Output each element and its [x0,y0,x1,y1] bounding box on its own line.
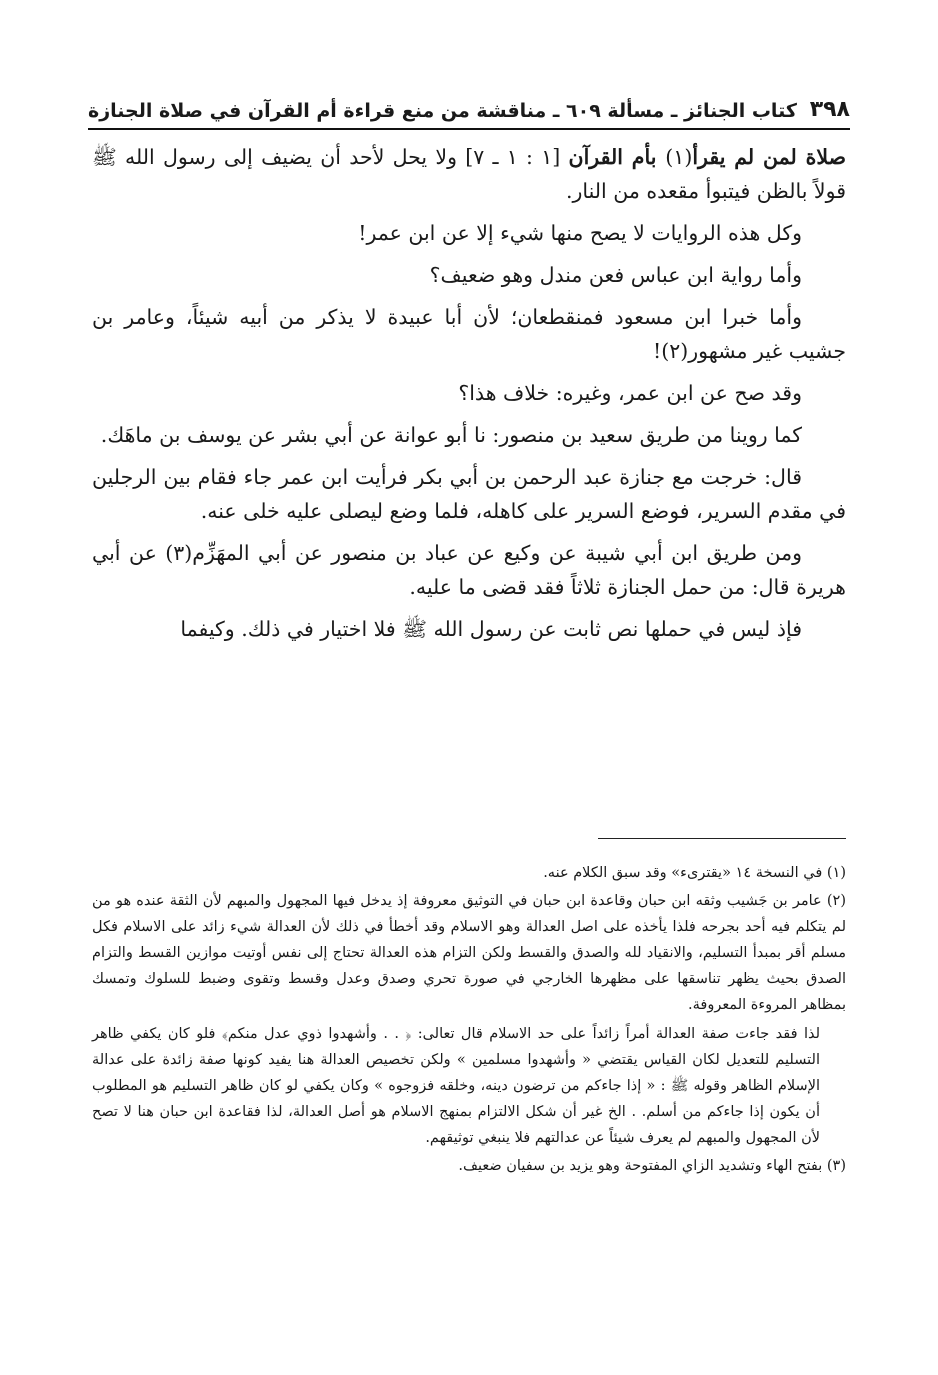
running-title: كتاب الجنائز ـ مسألة ٦٠٩ ـ مناقشة من منع قراءة أم القرآن في صلاة الجنازة [88,100,797,122]
footnote: (٣) بفتح الهاء وتشديد الزاي المفتوحة وهو يزيد بن سفيان ضعيف. [458,1158,846,1175]
main-text [92,140,846,654]
footnote-separator [598,838,846,839]
footnote: (١) في النسخة ١٤ «يقترىء» وقد سبق الكلام عنه. [543,865,846,881]
paragraph: قال: خرجت مع جنازة عبد الرحمن بن أبي بكر فرأيت ابن عمر جاء فقام بين الرجلين في مقدم السرير، فوضع السرير على كاهله، فلما وضع ليصلى عليه خلى عنه. [92,465,846,524]
header-rule [88,128,850,130]
paragraph: وكل هذه الروايات لا يصح منها شيء إلا عن ابن عمر! [358,221,802,246]
page-header [88,78,850,122]
footnote: (٢) عامر بن جَشيب وثقه ابن حبان وقاعدة ابن حبان في التوثيق معروفة إذ يدخل فيها المجهول والمبهم لأن الثقة عنده هو من لم يتكلم فيه أحد بجرحه فلذا يأخذه على اصل العدالة وهو الاسلام وقد أخطأ في ذلك لأن العدالة شيء زائد على الاسلام فكل مسلم أقر بمبدأ التسليم، والانقياد لله والصدق والقسط ولكن التزام هذه العدالة تحتاج إلى نفس أوتيت موازين القسط والتزام الصدق بحيث يظهر تناسقها على مظهرها الخارجي في صورة تحري وصدق وعدل وقسط وتقوى وضبط للسلوك وتمسك بمظاهر المروءة المعروفة. [92,893,846,1014]
page-number: ٣٩٨ [809,97,850,122]
paragraph: وأما خبرا ابن مسعود فمنقطعان؛ لأن أبا عبيدة لا يذكر من أبيه شيئاً، وعامر بن جشيب غير مشهور(٢)! [92,305,846,364]
bold-lead-text: صلاة لمن لم يقرأ [692,145,847,169]
paragraph: وأما رواية ابن عباس فعن مندل وهو ضعيف؟ [429,263,802,288]
footnote-ref: (١) [665,145,693,169]
paragraph: فإذ ليس في حملها نص ثابت عن رسول الله ﷺ فلا اختيار في ذلك. وكيفما [180,617,802,642]
paragraph [92,140,846,208]
bold-mid-text: بأم القرآن [568,145,666,169]
paragraph: ومن طريق ابن أبي شيبة عن وكيع عن عباد بن منصور عن أبي المهَزِّم(٣) عن أبي هريرة قال: من حمل الجنازة ثلاثاً فقد قضى ما عليه. [92,541,846,600]
paragraph: كما روينا من طريق سعيد بن منصور: نا أبو عوانة عن أبي بشر عن يوسف بن ماهَك. [100,423,802,448]
paragraph-text: [١ : ١ ـ ٧] ولا يحل لأحد أن يضيف إلى رسول الله ﷺ قولاً بالظن فيتبوأ مقعده من النار. [92,145,846,204]
paragraph: وقد صح عن ابن عمر، وغيره: خلاف هذا؟ [458,381,802,406]
footnote-continuation: لذا فقد جاءت صفة العدالة أمراً زائداً على حد الاسلام قال تعالى: ﴿ . . وأشهدوا ذوي عدل منكم﴾ فلو كان يكفي ظاهر التسليم للتعديل لكان القياس يقتضي « وأشهدوا مسلمين » ولكن تخصيص العدالة هنا يفيد كونها صفة زائدة على عدالة الإسلام الظاهر وقوله ﷺ : « إذا جاءكم من ترضون دينه، وخلقه فزوجوه » وكان يكفي لو كان ظاهر التسليم هو المطلوب أن يكون إذا جاءكم من أسلم. . الخ غير أن شكل الالتزام بمنهج الاسلام هو أصل العدالة، لذا فقاعدة ابن حبان هنا لا تصح لأن المجهول والمبهم لم يعرف شيئاً عن عدالتهم فلا ينبغي توثيقهم. [92,1025,820,1146]
footnotes [92,860,846,1181]
